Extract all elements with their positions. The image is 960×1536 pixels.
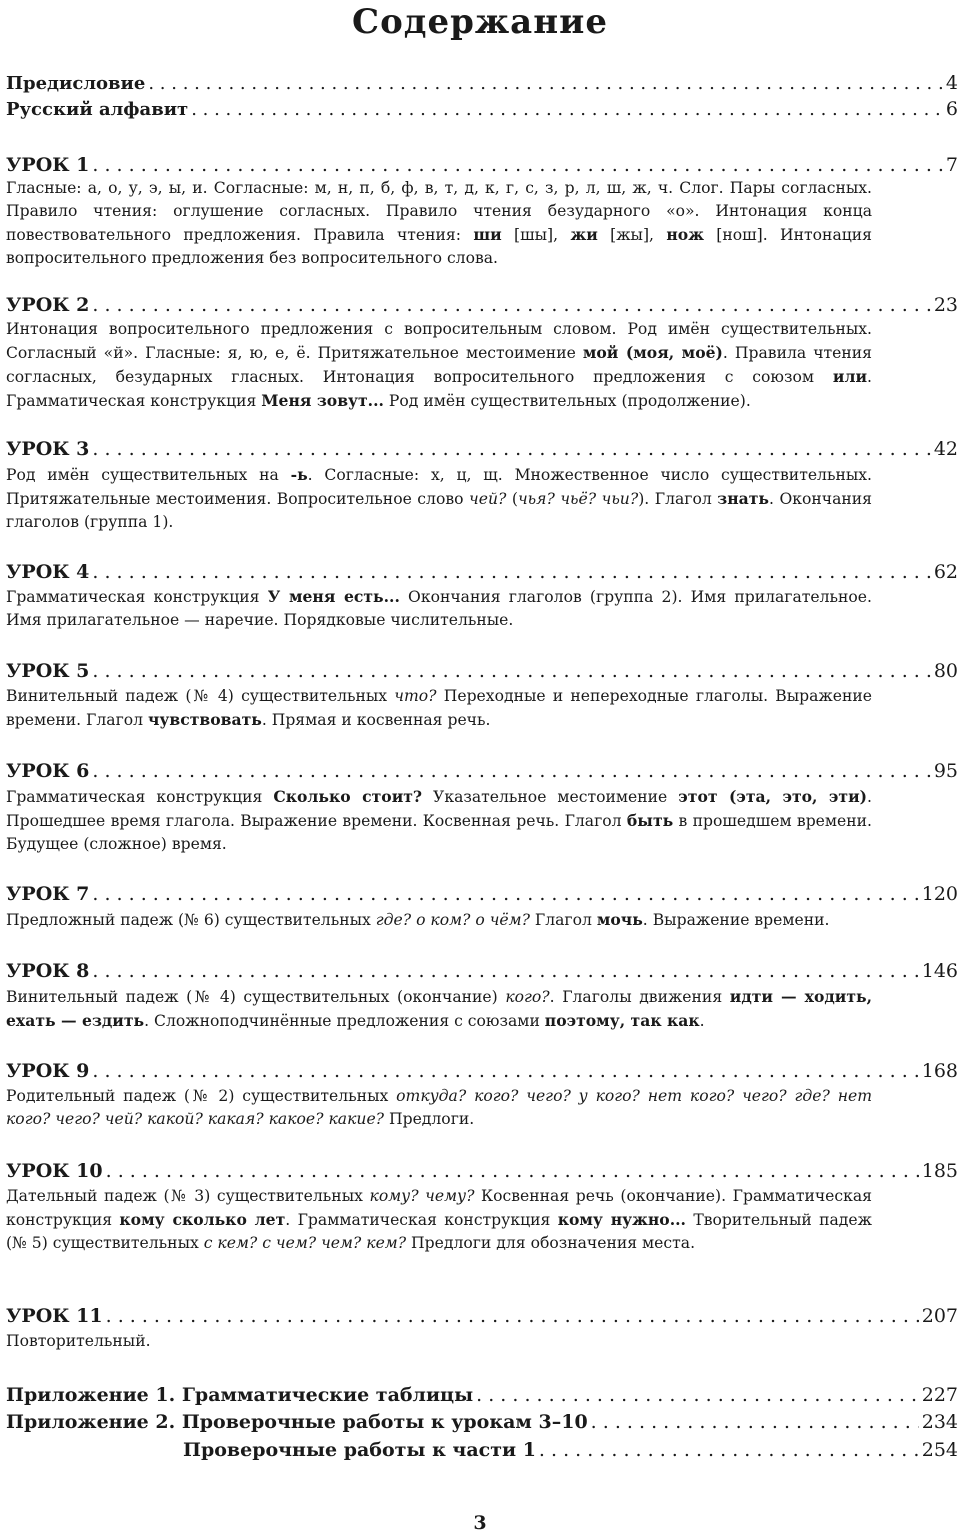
toc-entry-label: УРОК 5 — [6, 660, 90, 682]
description-text: Предложный падеж (№ 6) существительных — [6, 911, 376, 929]
toc-entry-tests-part-1[interactable] — [183, 1439, 958, 1461]
toc-entry-page: 234 — [921, 1411, 958, 1433]
page-number: 3 — [473, 1512, 487, 1534]
description-text: . Согласные: х, ц, щ. Множественное число существительных. Притяжательные местоимения. Вопросительное слово — [6, 466, 872, 508]
toc-entry-label: Проверочные работы к части 1 — [183, 1439, 536, 1461]
lesson-description — [6, 1085, 872, 1131]
leader-dots — [92, 760, 930, 782]
toc-entry-page: 80 — [933, 660, 958, 682]
emphasis-bold: Сколько стоит? — [273, 787, 423, 806]
description-text: Окончания глаголов (группа 2). Имя прилагательное. Имя прилагательное — наречие. Порядковые числительные. — [6, 588, 872, 629]
emphasis-italic: что? — [394, 687, 437, 705]
toc-entry-label: УРОК 6 — [6, 760, 90, 782]
description-text: в прошедшем времени. Будущее (сложное) время. — [6, 812, 873, 853]
lesson-description — [6, 463, 872, 534]
description-text: [нош]. Интонация вопросительного предложения без вопросительного слова. — [6, 226, 873, 267]
toc-entry-label: Приложение 1. Грамматические таблицы — [6, 1384, 474, 1406]
lesson-description — [6, 177, 872, 270]
emphasis-bold: -ь — [290, 465, 308, 484]
toc-entry-label: УРОК 4 — [6, 561, 90, 583]
leader-dots — [92, 438, 930, 460]
emphasis-bold: чувствовать — [148, 710, 262, 729]
toc-entry-page: 62 — [933, 561, 958, 583]
emphasis-bold: мочь — [596, 910, 643, 929]
lesson-description — [6, 785, 872, 856]
description-text: . Грамматическая конструкция — [285, 1211, 558, 1229]
description-text: [жы], — [597, 226, 667, 244]
description-text: . Глаголы движения — [549, 988, 730, 1006]
description-text: Предлоги. — [384, 1110, 475, 1128]
toc-entry-lesson-10[interactable] — [6, 1160, 958, 1182]
toc-entry-label: УРОК 3 — [6, 438, 90, 460]
toc-entry-label: Русский алфавит — [6, 99, 189, 120]
leader-dots — [148, 73, 943, 94]
leader-dots — [92, 883, 918, 905]
description-text: Грамматическая конструкция — [6, 588, 268, 606]
leader-dots — [92, 154, 943, 176]
emphasis-italic: кого? — [505, 988, 550, 1006]
lesson-description — [6, 985, 872, 1033]
toc-entry-label: УРОК 10 — [6, 1160, 103, 1182]
description-text: ). Глагол — [638, 490, 718, 508]
description-text: Косвенная речь (окончание). Грамматическая конструкция — [6, 1187, 872, 1229]
toc-entry-label: УРОК 7 — [6, 883, 90, 905]
toc-entry-page: 185 — [921, 1160, 958, 1182]
description-text: . Правила чтения согласных, безударных гласных. Интонация вопросительного предложения с союзом — [6, 344, 872, 386]
description-text: Винительный падеж (№ 4) существительных (окончание) — [6, 988, 506, 1006]
description-text: Указательное местоимение — [422, 788, 679, 806]
toc-entry-page: 227 — [921, 1384, 958, 1406]
description-text: . Прошедшее время глагола. Выражение времени. Косвенная речь. Глагол — [6, 788, 873, 830]
toc-entry-label: УРОК 9 — [6, 1060, 90, 1082]
description-text: Повторительный. — [6, 1332, 151, 1350]
description-text: Дательный падеж (№ 3) существительных — [6, 1187, 370, 1205]
leader-dots — [191, 99, 943, 120]
toc-entry-page: 95 — [933, 760, 958, 782]
toc-entry-label: Приложение 2. Проверочные работы к урокам 3–10 — [6, 1411, 588, 1433]
description-text: Родительный падеж (№ 2) существительных — [6, 1087, 397, 1105]
toc-entry-label: УРОК 8 — [6, 960, 90, 982]
leader-dots — [92, 294, 930, 316]
toc-entry-label: УРОК 11 — [6, 1305, 103, 1327]
toc-entry-lesson-6[interactable] — [6, 760, 958, 782]
emphasis-bold: нож — [666, 225, 704, 244]
emphasis-bold: знать — [717, 489, 769, 508]
leader-dots — [92, 660, 930, 682]
toc-entry-page: 254 — [921, 1439, 958, 1461]
toc-entry-appendix-2[interactable] — [6, 1411, 958, 1433]
emphasis-italic: чья? чьё? чьи? — [517, 490, 639, 508]
toc-entry-appendix-1[interactable] — [6, 1384, 958, 1406]
leader-dots — [591, 1411, 919, 1433]
lesson-description — [6, 1185, 872, 1255]
description-text: . Окончания глаголов (группа 1). — [6, 490, 872, 531]
description-text: Интонация вопросительного предложения с вопросительным словом. Род имён существительных. Согласный «й». Гласные: я, ю, е, ё. Притяжательное местоимение — [6, 320, 872, 362]
toc-entry-lesson-7[interactable] — [6, 883, 958, 905]
toc-entry-lesson-9[interactable] — [6, 1060, 958, 1082]
emphasis-bold: мой (моя, моё) — [582, 343, 723, 362]
emphasis-bold: У меня есть... — [267, 587, 400, 606]
leader-dots — [106, 1160, 919, 1182]
description-text: Предлоги для обозначения места. — [406, 1234, 696, 1252]
lesson-description — [6, 585, 872, 632]
emphasis-bold: идти — ходить, ехать — ездить — [6, 987, 872, 1030]
description-text: Род имён существительных (продолжение). — [383, 392, 751, 410]
lesson-description — [6, 318, 872, 413]
toc-entry-page: 168 — [921, 1060, 958, 1082]
toc-entry-page: 6 — [945, 98, 958, 120]
emphasis-bold: кому нужно... — [557, 1210, 686, 1229]
description-text: . — [699, 1012, 705, 1030]
leader-dots — [539, 1439, 919, 1461]
description-text: . Грамматическая конструкция — [6, 368, 872, 410]
description-text: Грамматическая конструкция — [6, 788, 274, 806]
leader-dots — [92, 1060, 918, 1082]
emphasis-bold: кому сколько лет — [119, 1210, 286, 1229]
description-text: . Выражение времени. — [642, 911, 830, 929]
emphasis-bold: жи — [570, 225, 598, 244]
emphasis-italic: чей? — [469, 490, 507, 508]
description-text: Переходные и непереходные глаголы. Выражение времени. Глагол — [6, 687, 872, 729]
toc-entry-page: 23 — [933, 294, 958, 316]
toc-entry-lesson-5[interactable] — [6, 660, 958, 682]
emphasis-bold: этот (эта, это, эти) — [678, 787, 868, 806]
emphasis-italic: откуда? кого? чего? у кого? нет кого? чего? где? нет кого? чего? чей? какой? какая? какое? какие? — [6, 1087, 872, 1128]
toc-entry-page: 207 — [921, 1305, 958, 1327]
toc-entry-page: 7 — [945, 154, 958, 176]
description-text: Глагол — [529, 911, 597, 929]
toc-entry-page: 42 — [933, 438, 958, 460]
toc-entry-preface[interactable] — [6, 72, 958, 94]
description-text: Гласные: а, о, у, э, ы, и. Согласные: м, н, п, б, ф, в, т, д, к, г, с, з, р, л, ш, ж, ч. Слог. Пары согласных. Правило чтения: оглушение согласных. Правило чтения безударного «о». Интонация конца повествовательного предложения. Правила чтения: — [6, 179, 872, 244]
emphasis-italic: с кем? с чем? чем? кем? — [203, 1234, 407, 1252]
emphasis-bold: поэтому, так как — [544, 1011, 700, 1030]
emphasis-italic: кому? чему? — [369, 1187, 475, 1205]
description-text: Род имён существительных на — [6, 466, 291, 484]
description-text: [шы], — [501, 226, 571, 244]
lesson-description — [6, 1330, 872, 1353]
toc-entry-label: Предисловие — [6, 73, 146, 94]
toc-entry-label: УРОК 1 — [6, 154, 90, 176]
description-text: ( — [506, 490, 518, 508]
page-title: Содержание — [352, 2, 608, 42]
leader-dots — [92, 960, 918, 982]
emphasis-bold: Меня зовут... — [261, 391, 384, 410]
emphasis-bold: ши — [473, 225, 502, 244]
toc-entry-lesson-8[interactable] — [6, 960, 958, 982]
toc-entry-page: 146 — [921, 960, 958, 982]
description-text: . Сложноподчинённые предложения с союзами — [144, 1012, 545, 1030]
toc-entry-lesson-2[interactable] — [6, 294, 958, 316]
toc-entry-lesson-4[interactable] — [6, 561, 958, 583]
lesson-description — [6, 908, 872, 932]
emphasis-bold: быть — [626, 811, 674, 830]
leader-dots — [106, 1305, 919, 1327]
toc-entry-alphabet[interactable] — [6, 98, 958, 120]
lesson-description — [6, 685, 872, 732]
emphasis-bold: или — [832, 367, 868, 386]
description-text: . Прямая и косвенная речь. — [261, 711, 491, 729]
emphasis-italic: где? о ком? о чём? — [375, 911, 530, 929]
toc-entry-page: 120 — [921, 883, 958, 905]
description-text: Творительный падеж (№ 5) существительных — [6, 1211, 872, 1252]
toc-entry-lesson-11[interactable] — [6, 1305, 958, 1327]
description-text: Винительный падеж (№ 4) существительных — [6, 687, 395, 705]
toc-entry-lesson-1[interactable] — [6, 154, 958, 176]
toc-entry-lesson-3[interactable] — [6, 438, 958, 460]
leader-dots — [92, 561, 930, 583]
toc-entry-label: УРОК 2 — [6, 294, 90, 316]
leader-dots — [476, 1384, 919, 1406]
toc-entry-page: 4 — [945, 72, 958, 94]
